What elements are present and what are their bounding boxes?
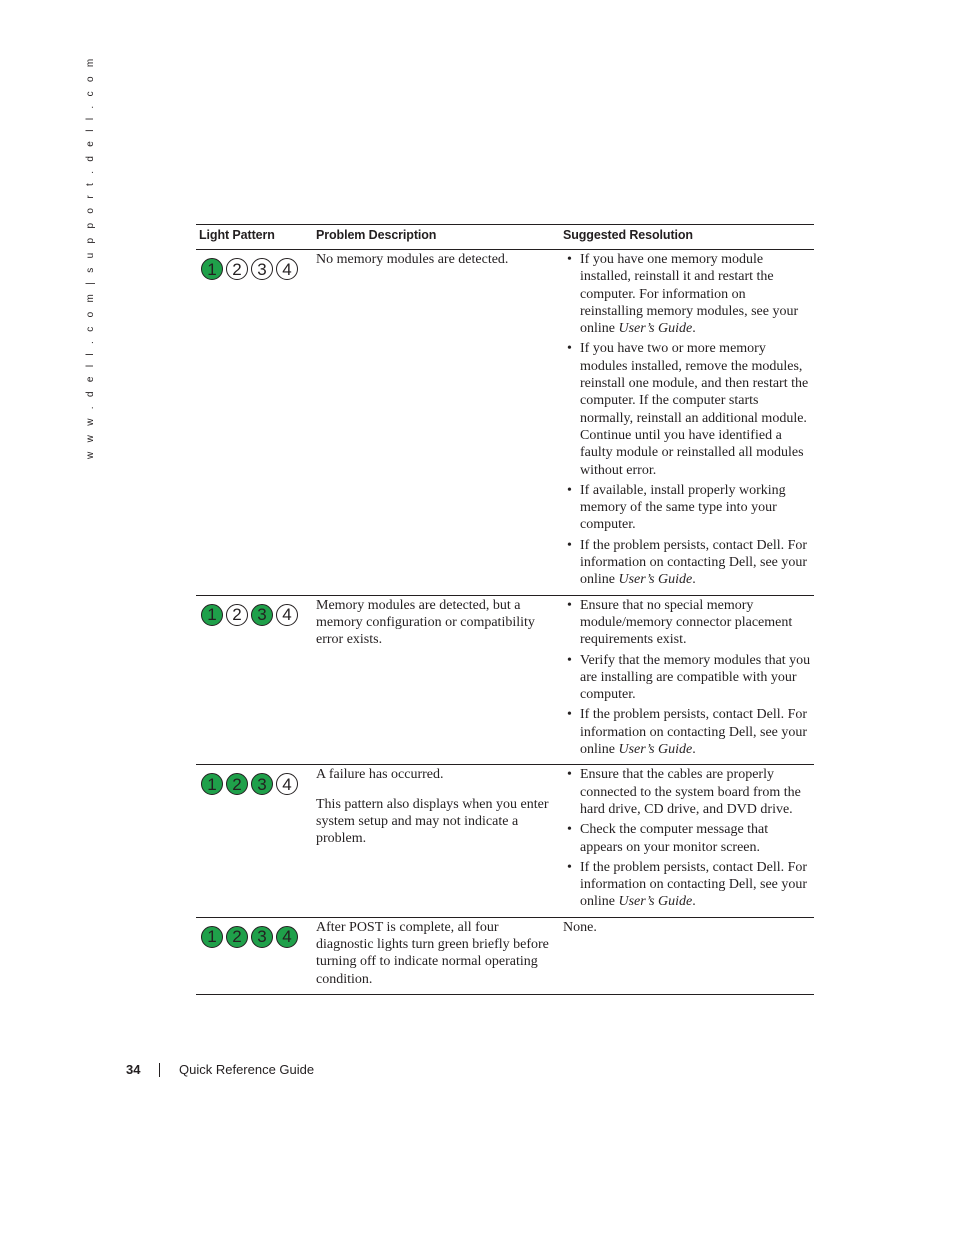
light-pattern-cell [196, 595, 313, 765]
diagnostic-light-4-icon: 4 [276, 258, 298, 280]
light-pattern-cell [196, 250, 313, 596]
resolution-text: If you have two or more memory modules installed, remove the modules, reinstall one module, and then restart the computer. If the computer starts normally, reinstall an additional module. Continue until you have identified a faulty module or reinstalled all modules without error. [580, 341, 809, 478]
diagnostic-light-4-icon: 4 [276, 926, 298, 948]
resolution-text-end: . [692, 572, 696, 588]
footer-divider [159, 1063, 160, 1077]
header-light-pattern: Light Pattern [196, 225, 313, 250]
problem-description-cell [313, 765, 560, 917]
resolution-item [563, 706, 811, 758]
diagnostic-light-2-icon: 2 [226, 773, 248, 795]
diagnostic-light-pattern [199, 251, 310, 280]
suggested-resolution-cell [560, 250, 814, 596]
problem-description-cell [313, 917, 560, 994]
resolution-item [563, 766, 811, 818]
resolution-list [563, 597, 811, 759]
table-row [196, 765, 814, 917]
diagnostic-light-2-icon: 2 [226, 258, 248, 280]
table-row [196, 595, 814, 765]
diagnostic-light-pattern [199, 597, 310, 626]
diagnostic-light-3-icon: 3 [251, 604, 273, 626]
guide-title: Quick Reference Guide [179, 1062, 315, 1077]
diagnostic-light-4-icon: 4 [276, 604, 298, 626]
diagnostic-light-3-icon: 3 [251, 926, 273, 948]
resolution-text: Ensure that the cables are properly connected to the system board from the hard drive, CD drive, and DVD drive. [580, 767, 801, 817]
resolution-text: If the problem persists, contact Dell. For information on contacting Dell, see your online [580, 537, 808, 588]
light-pattern-cell [196, 765, 313, 917]
light-pattern-cell [196, 917, 313, 994]
table-header-row [196, 225, 814, 250]
resolution-text: If available, install properly working memory of the same type into your computer. [580, 482, 786, 533]
diagnostic-light-pattern [199, 766, 310, 795]
resolution-item [563, 251, 811, 337]
diagnostic-light-1-icon: 1 [201, 926, 223, 948]
diagnostic-lights-table [196, 224, 814, 995]
resolution-item [563, 821, 811, 856]
page-number: 34 [126, 1062, 141, 1077]
suggested-resolution-cell [560, 595, 814, 765]
suggested-resolution-cell [560, 765, 814, 917]
resolution-list [563, 251, 811, 589]
resolution-item [563, 537, 811, 589]
diagnostic-light-4-icon: 4 [276, 773, 298, 795]
problem-description-cell [313, 595, 560, 765]
users-guide-title: User’s Guide [618, 742, 693, 758]
resolution-text-end: . [692, 894, 696, 910]
resolution-item [563, 482, 811, 534]
resolution-list [563, 766, 811, 910]
problem-description-text: No memory modules are detected. [316, 252, 509, 267]
problem-description-text: Memory modules are detected, but a memory configuration or compatibility error exists. [316, 597, 535, 648]
diagnostic-light-3-icon: 3 [251, 258, 273, 280]
resolution-text: Verify that the memory modules that you are installing are compatible with your computer. [580, 652, 811, 703]
resolution-text: None. [563, 919, 597, 935]
users-guide-title: User’s Guide [618, 321, 693, 337]
resolution-item [563, 597, 811, 649]
diagnostic-light-1-icon: 1 [201, 258, 223, 280]
diagnostic-light-2-icon: 2 [226, 604, 248, 626]
header-suggested-resolution: Suggested Resolution [560, 225, 814, 250]
diagnostic-light-2-icon: 2 [226, 926, 248, 948]
problem-description-text: After POST is complete, all four diagnostic lights turn green briefly before turning off to indicate normal operating condition. [316, 919, 549, 987]
resolution-text-end: . [692, 321, 696, 337]
diagnostic-light-1-icon: 1 [201, 773, 223, 795]
problem-description-text: This pattern also displays when you enter system setup and may not indicate a problem. [316, 796, 549, 847]
resolution-item [563, 340, 811, 478]
diagnostic-light-pattern [199, 919, 310, 948]
users-guide-title: User’s Guide [618, 572, 693, 588]
resolution-item [563, 859, 811, 911]
resolution-text-end: . [692, 742, 696, 758]
problem-description-text: A failure has occurred. [316, 767, 444, 783]
table-row [196, 250, 814, 596]
diagnostic-light-1-icon: 1 [201, 604, 223, 626]
table-row [196, 917, 814, 994]
resolution-text: If the problem persists, contact Dell. For information on contacting Dell, see your online [580, 707, 808, 758]
side-url-text: w w w . d e l l . c o m | s u p p o r t . d e l l . c o m [85, 55, 96, 459]
resolution-text: If the problem persists, contact Dell. For information on contacting Dell, see your online [580, 859, 808, 910]
page-footer [126, 1062, 314, 1077]
resolution-text: If you have one memory module installed, reinstall it and restart the computer. For information on reinstalling memory modules, see your online [580, 252, 799, 337]
resolution-text: Ensure that no special memory module/memory connector placement requirements exist. [580, 597, 793, 648]
users-guide-title: User’s Guide [618, 894, 693, 910]
header-problem-description: Problem Description [313, 225, 560, 250]
diagnostic-light-3-icon: 3 [251, 773, 273, 795]
resolution-item [563, 652, 811, 704]
resolution-text: Check the computer message that appears on your monitor screen. [580, 822, 769, 855]
problem-description-cell [313, 250, 560, 596]
suggested-resolution-cell [560, 917, 814, 994]
